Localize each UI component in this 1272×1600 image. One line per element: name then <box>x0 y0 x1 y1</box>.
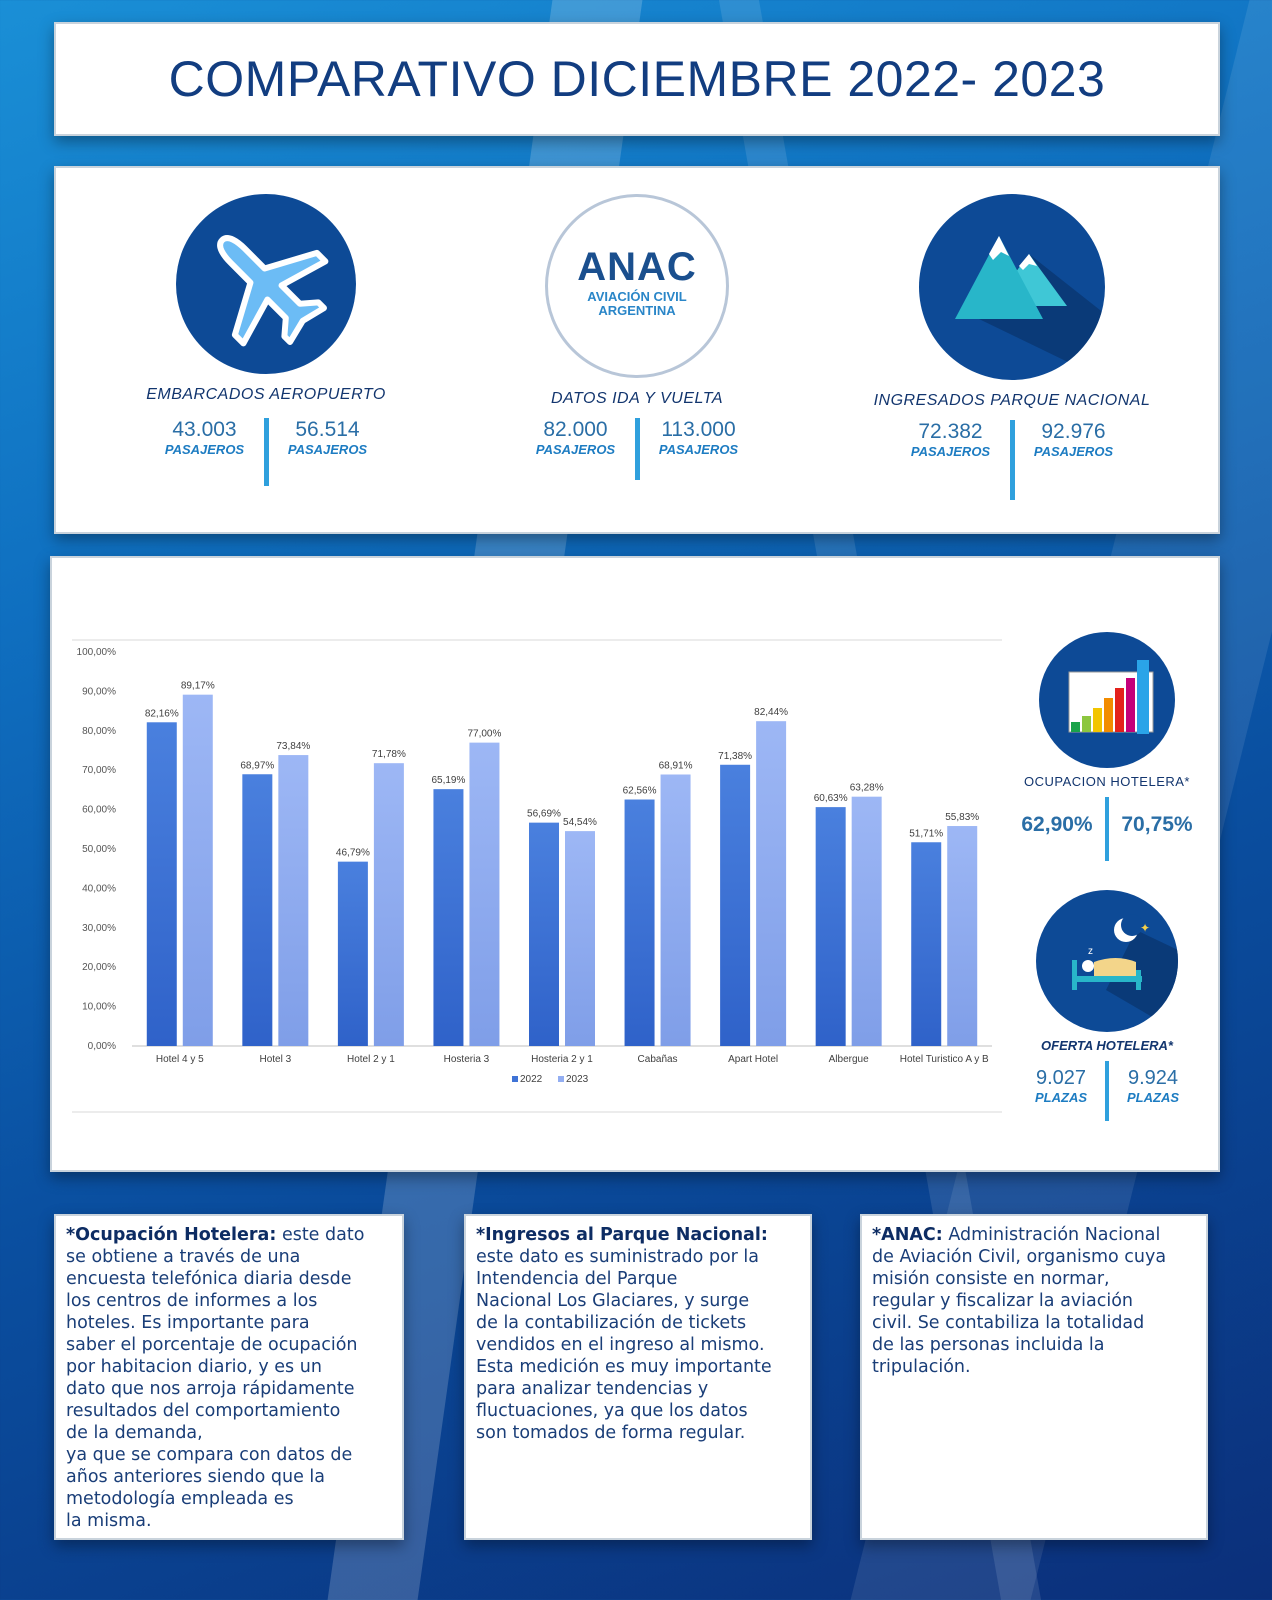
y-tick-label: 30,00% <box>82 922 116 934</box>
data-label: 68,91% <box>658 760 693 772</box>
note-line: dato que nos arroja rápidamente <box>66 1379 355 1399</box>
bar-2022 <box>911 842 941 1046</box>
note-heading: *ANAC: <box>872 1225 943 1245</box>
note-line: vendidos en el ingreso al mismo. <box>476 1335 765 1355</box>
data-label: 56,69% <box>527 808 561 820</box>
unit-label: PASAJEROS <box>287 442 368 457</box>
x-tick-label: Hosteria 3 <box>443 1054 490 1065</box>
bar-2023 <box>756 721 786 1046</box>
bar-2023 <box>947 826 977 1046</box>
note-line: misión consiste en normar, <box>872 1269 1110 1289</box>
divider <box>1010 420 1015 500</box>
note-line: tripulación. <box>872 1357 971 1377</box>
data-label: 62,56% <box>622 785 657 797</box>
note-line: de la demanda, <box>66 1423 203 1443</box>
value-2022: 82.000 <box>543 418 608 441</box>
x-tick-label: Hotel 2 y 1 <box>346 1054 395 1065</box>
occupancy-values <box>1012 797 1202 861</box>
data-label: 65,19% <box>431 775 466 787</box>
legend-label: 2022 <box>520 1074 543 1085</box>
data-label: 54,54% <box>563 817 597 829</box>
note-line: son tomados de forma regular. <box>476 1423 746 1443</box>
note-heading: *Ingresos al Parque Nacional: <box>476 1225 768 1245</box>
svg-text:z: z <box>1088 946 1093 957</box>
stat-label: EMBARCADOS AEROPUERTO <box>146 386 386 403</box>
bed-night-icon <box>1036 890 1178 1032</box>
note-line: por habitacion diario, y es un <box>66 1357 322 1377</box>
unit-label: PASAJEROS <box>658 442 739 457</box>
x-tick-label: Cabañas <box>637 1054 678 1065</box>
y-tick-label: 60,00% <box>82 804 116 816</box>
bar-2022 <box>433 789 463 1046</box>
note-line: hoteles. Es importante para <box>66 1313 310 1333</box>
data-label: 60,63% <box>813 793 848 805</box>
legend-swatch <box>558 1076 564 1082</box>
x-tick-label: Hosteria 2 y 1 <box>531 1054 593 1065</box>
data-label: 82,16% <box>144 708 179 720</box>
divider <box>1105 1061 1109 1121</box>
note-line: Esta medición es muy importante <box>476 1357 772 1377</box>
note-line: los centros de informes a los <box>66 1291 318 1311</box>
unit-label: PASAJEROS <box>535 442 616 457</box>
value-2022: 43.003 <box>172 418 237 441</box>
divider <box>635 418 640 480</box>
data-label: 82,44% <box>754 707 789 719</box>
logo-text: ANAC <box>577 245 697 289</box>
x-tick-label: Albergue <box>828 1054 869 1065</box>
x-tick-label: Hotel 3 <box>259 1054 292 1065</box>
stat-values <box>832 420 1192 500</box>
legend-label: 2023 <box>566 1074 589 1085</box>
note-line: fluctuaciones, ya que los datos <box>476 1401 748 1421</box>
value-2023: 9.924 <box>1127 1067 1179 1089</box>
airplane-icon <box>176 194 356 374</box>
note-heading: *Ocupación Hotelera: <box>66 1225 277 1245</box>
bar-2022 <box>147 722 177 1046</box>
offer-label: OFERTA HOTELERA* <box>1041 1038 1173 1053</box>
y-tick-label: 0,00% <box>87 1041 116 1052</box>
y-tick-label: 20,00% <box>82 962 116 974</box>
data-label: 63,28% <box>849 782 884 794</box>
note-line: de Aviación Civil, organismo cuya <box>872 1247 1167 1267</box>
data-label: 71,78% <box>371 749 406 761</box>
y-tick-label: 90,00% <box>82 686 116 698</box>
bar-2022 <box>816 807 846 1046</box>
offer-summary <box>1012 890 1202 1121</box>
unit-label: PLAZAS <box>1035 1090 1087 1105</box>
note-line: este dato es suministrado por la <box>476 1247 759 1267</box>
y-tick-label: 100,00% <box>76 647 116 658</box>
x-tick-label: Hotel Turistico A y B <box>899 1054 989 1065</box>
offer-values <box>1012 1061 1202 1121</box>
value-2023: 56.514 <box>295 418 360 441</box>
y-tick-label: 40,00% <box>82 883 116 895</box>
note-line: la misma. <box>66 1511 152 1531</box>
unit-label: PASAJEROS <box>1033 444 1114 459</box>
unit-label: PASAJEROS <box>164 442 245 457</box>
stat-anac <box>467 194 807 480</box>
value-2022: 62,90% <box>1021 813 1093 836</box>
bar-2022 <box>625 800 655 1046</box>
note-occupancy <box>54 1214 404 1540</box>
divider <box>1105 797 1109 861</box>
stats-panel <box>54 166 1220 534</box>
note-line: civil. Se contabiliza la totalidad <box>872 1313 1145 1333</box>
note-line: resultados del comportamiento <box>66 1401 341 1421</box>
legend-swatch <box>512 1076 518 1082</box>
stat-label: INGRESADOS PARQUE NACIONAL <box>873 392 1151 409</box>
note-line: este dato <box>281 1225 365 1245</box>
value-2022: 9.027 <box>1035 1067 1087 1089</box>
value-2023: 113.000 <box>661 418 736 441</box>
note-line: saber el porcentaje de ocupación <box>66 1335 358 1355</box>
anac-logo <box>545 194 729 378</box>
data-label: 51,71% <box>909 828 944 840</box>
data-label: 55,83% <box>945 812 980 824</box>
note-line: de las personas incluida la <box>872 1335 1105 1355</box>
bar-2023 <box>374 763 404 1046</box>
note-line: metodología empleada es <box>66 1489 294 1509</box>
value-2023: 70,75% <box>1121 813 1193 836</box>
note-line: Nacional Los Glaciares, y surge <box>476 1291 750 1311</box>
x-tick-label: Apart Hotel <box>728 1054 779 1065</box>
note-line: encuesta telefónica diaria desde <box>66 1269 352 1289</box>
bar-2023 <box>469 743 499 1046</box>
note-line: de la contabilización de tickets <box>476 1313 747 1333</box>
page-title: COMPARATIVO DICIEMBRE 2022- 2023 <box>168 51 1106 107</box>
bar-2023 <box>278 755 308 1046</box>
logo-sub: AVIACIÓN CIVIL <box>587 289 687 304</box>
note-park <box>464 1214 812 1540</box>
data-label: 71,38% <box>718 750 753 762</box>
data-label: 73,84% <box>276 741 311 753</box>
bar-2022 <box>338 862 368 1046</box>
logo-sub: ARGENTINA <box>598 303 676 318</box>
value-2022: 72.382 <box>918 420 983 443</box>
note-line: Administración Nacional <box>948 1225 1161 1245</box>
bar-2023 <box>661 774 691 1046</box>
stat-airport <box>96 194 436 486</box>
note-line: para analizar tendencias y <box>476 1379 709 1399</box>
unit-label: PASAJEROS <box>910 444 991 459</box>
bar-2023 <box>852 797 882 1046</box>
unit-label: PLAZAS <box>1127 1090 1179 1105</box>
mountains-icon <box>919 194 1105 380</box>
y-tick-label: 80,00% <box>82 725 116 737</box>
y-tick-label: 10,00% <box>82 1001 116 1013</box>
data-label: 89,17% <box>180 680 215 692</box>
bar-2023 <box>183 695 213 1046</box>
data-label: 68,97% <box>240 760 275 772</box>
occupancy-label: OCUPACION HOTELERA* <box>1023 774 1190 789</box>
svg-text:✦: ✦ <box>1140 921 1151 935</box>
bar-2022 <box>529 823 559 1046</box>
occupancy-summary <box>1012 632 1202 861</box>
bar-2022 <box>720 765 750 1046</box>
stat-park <box>832 194 1192 500</box>
data-label: 46,79% <box>335 847 370 859</box>
note-line: regular y fiscalizar la aviación <box>872 1291 1134 1311</box>
stat-values <box>467 418 807 480</box>
note-line: Intendencia del Parque <box>476 1269 678 1289</box>
data-label: 77,00% <box>467 728 502 740</box>
divider <box>264 418 269 486</box>
x-tick-label: Hotel 4 y 5 <box>155 1054 204 1065</box>
bar-2023 <box>565 831 595 1046</box>
value-2023: 92.976 <box>1041 420 1106 443</box>
title-banner <box>54 22 1220 136</box>
stat-values <box>96 418 436 486</box>
note-anac <box>860 1214 1208 1540</box>
stat-label: DATOS IDA Y VUELTA <box>550 390 723 407</box>
chart-panel <box>50 556 1220 1172</box>
occupancy-bar-chart <box>72 622 1002 1142</box>
y-tick-label: 50,00% <box>82 844 116 855</box>
bar-chart-icon <box>1039 632 1175 768</box>
y-tick-label: 70,00% <box>82 765 116 777</box>
note-line: ya que se compara con datos de <box>66 1445 353 1465</box>
note-line: años anteriores siendo que la <box>66 1467 325 1487</box>
bar-2022 <box>242 774 272 1046</box>
note-line: se obtiene a través de una <box>66 1247 301 1267</box>
